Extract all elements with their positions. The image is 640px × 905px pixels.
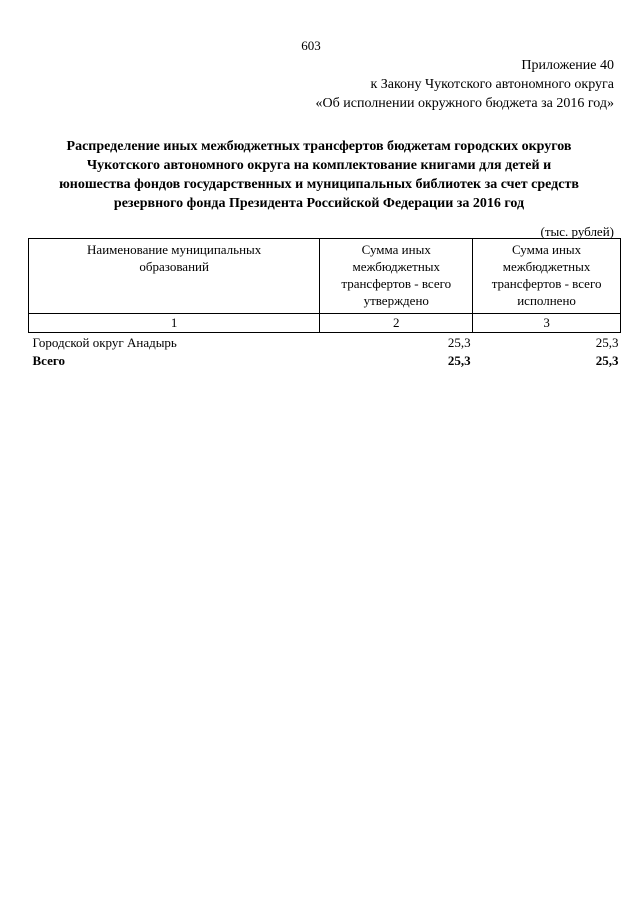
header-approved-line-3: трансфертов - всего bbox=[341, 276, 452, 291]
units-label: (тыс. рублей) bbox=[540, 224, 614, 239]
header-approved bbox=[320, 239, 473, 314]
total-label: Всего bbox=[32, 353, 65, 368]
row-municipality-name: Городской округ Анадырь bbox=[32, 335, 177, 350]
header-approved-line-4: утверждено bbox=[363, 293, 429, 308]
header-executed-line-2: межбюджетных bbox=[502, 259, 591, 274]
appendix-line-3: «Об исполнении окружного бюджета за 2016 год» bbox=[315, 96, 614, 111]
column-number-1: 1 bbox=[29, 314, 320, 333]
header-approved-line-1: Сумма иных bbox=[361, 242, 431, 257]
appendix-reference bbox=[316, 56, 614, 113]
table-row bbox=[29, 333, 621, 352]
column-number-2: 2 bbox=[320, 314, 473, 333]
header-approved-line-2: межбюджетных bbox=[352, 259, 441, 274]
header-municipality-line-1: Наименование муниципальных bbox=[87, 242, 262, 257]
transfers-table bbox=[28, 238, 621, 369]
title-line-3: юношества фондов государственных и муниципальных библиотек за счет средств bbox=[59, 177, 579, 192]
title-line-4: резервного фонда Президента Российской Федерации за 2016 год bbox=[113, 196, 525, 211]
header-executed-line-4: исполнено bbox=[517, 293, 576, 308]
column-number-3: 3 bbox=[473, 314, 621, 333]
header-executed bbox=[473, 239, 621, 314]
header-executed-line-3: трансфертов - всего bbox=[491, 276, 602, 291]
column-number-row bbox=[29, 314, 621, 333]
total-approved-value: 25,3 bbox=[447, 353, 471, 368]
page-number: 603 bbox=[301, 38, 321, 53]
row-executed-value: 25,3 bbox=[595, 335, 619, 350]
header-executed-line-1: Сумма иных bbox=[511, 242, 582, 257]
appendix-line-2: к Закону Чукотского автономного округа bbox=[370, 77, 614, 92]
title-line-1: Распределение иных межбюджетных трансфертов бюджетам городских округов bbox=[66, 139, 572, 154]
table-header-row bbox=[29, 239, 621, 314]
total-row bbox=[29, 351, 621, 369]
row-approved-value: 25,3 bbox=[447, 335, 471, 350]
total-executed-value: 25,3 bbox=[595, 353, 619, 368]
header-municipality-line-2: образований bbox=[139, 259, 209, 274]
header-municipality bbox=[29, 239, 320, 314]
appendix-line-1: Приложение 40 bbox=[521, 58, 614, 73]
document-title bbox=[34, 137, 604, 213]
title-line-2: Чукотского автономного округа на комплектование книгами для детей и bbox=[86, 158, 552, 173]
